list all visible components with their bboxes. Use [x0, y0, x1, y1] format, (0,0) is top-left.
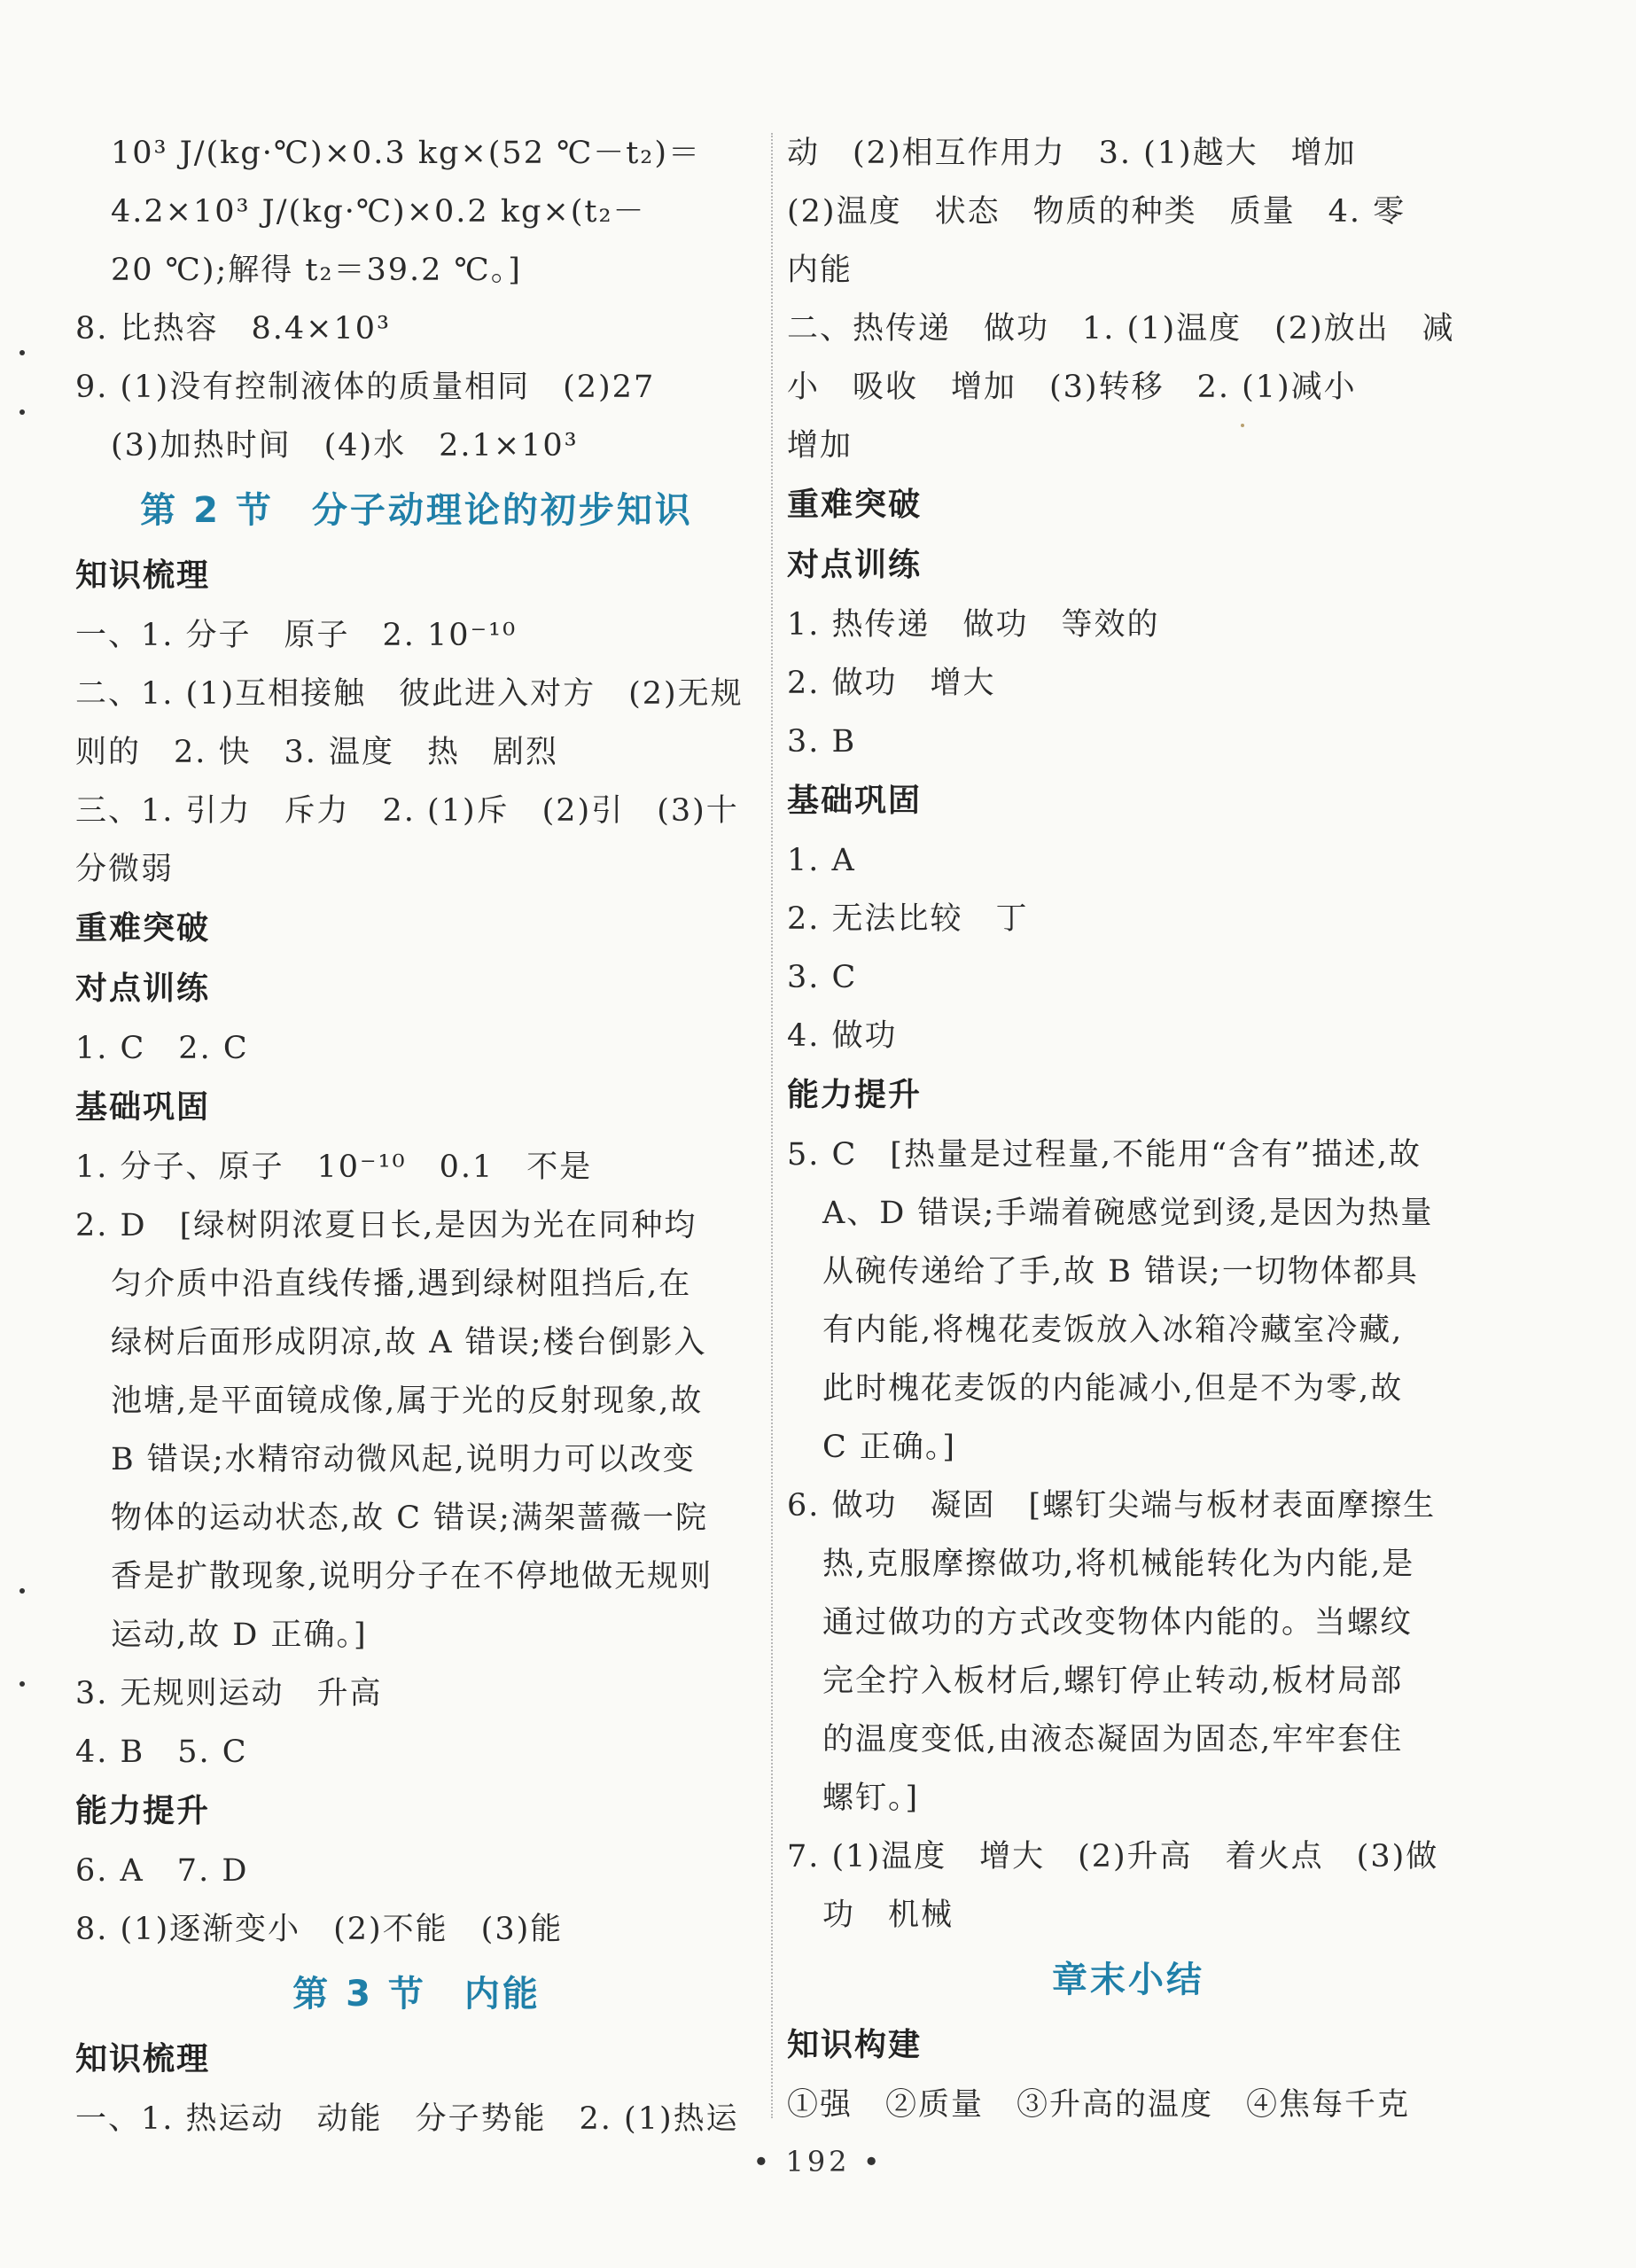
answer-line: 功 机械: [822, 1898, 954, 1933]
answer-line: 8. (1)逐渐变小 (2)不能 (3)能: [75, 1912, 564, 1947]
answer-line: 1. 热传递 做功 等效的: [787, 607, 1160, 643]
subsection-heading: 对点训练: [75, 970, 211, 1007]
answer-line: A、D 错误;手端着碗感觉到烫,是因为热量: [822, 1196, 1434, 1231]
answer-line: 增加: [787, 428, 853, 464]
answer-line: 从碗传递给了手,故 B 错误;一切物体都具: [822, 1254, 1419, 1290]
column-divider: [771, 133, 773, 2118]
answer-line: 物体的运动状态,故 C 错误;满架蔷薇一院: [111, 1500, 708, 1536]
answer-line: 热,克服摩擦做功,将机械能转化为内能,是: [822, 1547, 1415, 1582]
answer-line: (3)加热时间 (4)水 2.1×10³: [111, 428, 579, 464]
answer-line: 一、1. 分子 原子 2. 10⁻¹⁰: [75, 618, 518, 653]
answer-line: 3. C: [787, 960, 858, 995]
answer-line: 4.2×10³ J/(kg·℃)×0.2 kg×(t₂－: [111, 194, 646, 230]
answer-line: 一、1. 热运动 动能 分子势能 2. (1)热运: [75, 2101, 739, 2137]
subsection-heading: 对点训练: [787, 547, 923, 583]
answer-line: 则的 2. 快 3. 温度 热 剧烈: [75, 735, 559, 770]
answer-line: C 正确。]: [822, 1430, 957, 1465]
answer-line: 香是扩散现象,说明分子在不停地做无规则: [111, 1559, 713, 1594]
answer-line: 1. C 2. C: [75, 1031, 249, 1066]
answer-line: 通过做功的方式改变物体内能的。当螺纹: [822, 1605, 1414, 1641]
answer-line: 9. (1)没有控制液体的质量相同 (2)27: [75, 370, 656, 405]
subsection-heading: 知识梳理: [75, 557, 211, 594]
answer-line: (2)温度 状态 物质的种类 质量 4. 零: [787, 194, 1406, 230]
answer-line: 1. 分子、原子 10⁻¹⁰ 0.1 不是: [75, 1150, 593, 1185]
right-column: [787, 124, 1469, 2134]
answer-line: 8. 比热容 8.4×10³: [75, 311, 392, 347]
answer-line: 此时槐花麦饭的内能减小,但是不为零,故: [822, 1371, 1404, 1407]
answer-line: 池塘,是平面镜成像,属于光的反射现象,故: [111, 1383, 704, 1419]
answer-line: 运动,故 D 正确。]: [111, 1617, 368, 1653]
margin-dot: [19, 1588, 25, 1594]
subsection-heading: 基础巩固: [787, 783, 923, 819]
answer-line: 20 ℃);解得 t₂＝39.2 ℃。]: [111, 253, 522, 288]
subsection-heading: 重难突破: [75, 910, 211, 947]
answer-line: B 错误;水精帘动微风起,说明力可以改变: [111, 1442, 696, 1477]
subsection-heading: 基础巩固: [75, 1089, 211, 1126]
answer-line: 绿树后面形成阴凉,故 A 错误;楼台倒影入: [111, 1325, 707, 1360]
answer-line: 5. C [热量是过程量,不能用“含有”描述,故: [787, 1137, 1422, 1173]
answer-line: 2. 做功 增大: [787, 666, 996, 701]
section-title: 第 2 节 分子动理论的初步知识: [140, 490, 693, 531]
answer-line: 螺钉。]: [822, 1781, 920, 1816]
answer-line: 三、1. 引力 斥力 2. (1)斥 (2)引 (3)十: [75, 793, 739, 829]
section-title: 章末小结: [1052, 1960, 1204, 2000]
answer-line: 有内能,将槐花麦饭放入冰箱冷藏室冷藏,: [822, 1313, 1404, 1348]
left-column: [75, 124, 758, 2148]
subsection-heading: 重难突破: [787, 487, 923, 523]
answer-line: 6. A 7. D: [75, 1853, 249, 1889]
page-speck: [1241, 424, 1244, 427]
answer-line: 2. D [绿树阴浓夏日长,是因为光在同种均: [75, 1208, 697, 1243]
answer-line: 完全拧入板材后,螺钉停止转动,板材局部: [822, 1664, 1404, 1699]
section-title: 第 3 节 内能: [292, 1974, 541, 2015]
margin-dot: [19, 1681, 25, 1687]
subsection-heading: 知识构建: [787, 2027, 923, 2063]
answer-line: 内能: [787, 253, 853, 288]
answer-line: 小 吸收 增加 (3)转移 2. (1)减小: [787, 370, 1357, 405]
answer-line: 二、热传递 做功 1. (1)温度 (2)放出 减: [787, 311, 1455, 347]
answer-line: 3. 无规则运动 升高: [75, 1676, 383, 1711]
answer-line: 动 (2)相互作用力 3. (1)越大 增加: [787, 136, 1357, 171]
answer-line: 4. B 5. C: [75, 1734, 248, 1770]
answer-line: 4. 做功: [787, 1018, 898, 1054]
answer-line: 6. 做功 凝固 [螺钉尖端与板材表面摩擦生: [787, 1488, 1437, 1524]
margin-dot: [19, 350, 25, 355]
subsection-heading: 能力提升: [75, 1793, 211, 1829]
answer-line: 7. (1)温度 增大 (2)升高 着火点 (3)做: [787, 1839, 1439, 1874]
answer-line: 1. A: [787, 843, 856, 878]
margin-dot: [19, 409, 25, 415]
answer-line: 3. B: [787, 724, 857, 760]
answer-line: 的温度变低,由液态凝固为固态,牢牢套住: [822, 1722, 1404, 1758]
answer-line: 2. 无法比较 丁: [787, 901, 1029, 937]
page-number: • 192 •: [752, 2145, 884, 2178]
answer-line: 10³ J/(kg·℃)×0.3 kg×(52 ℃－t₂)＝: [111, 136, 701, 171]
subsection-heading: 知识梳理: [75, 2041, 211, 2077]
answer-line: 二、1. (1)互相接触 彼此进入对方 (2)无规: [75, 676, 744, 712]
answer-line: 分微弱: [75, 852, 175, 887]
subsection-heading: 能力提升: [787, 1077, 923, 1113]
answer-line: 匀介质中沿直线传播,遇到绿树阻挡后,在: [111, 1266, 692, 1302]
answer-line: ①强 ②质量 ③升高的温度 ④焦每千克: [787, 2087, 1411, 2123]
